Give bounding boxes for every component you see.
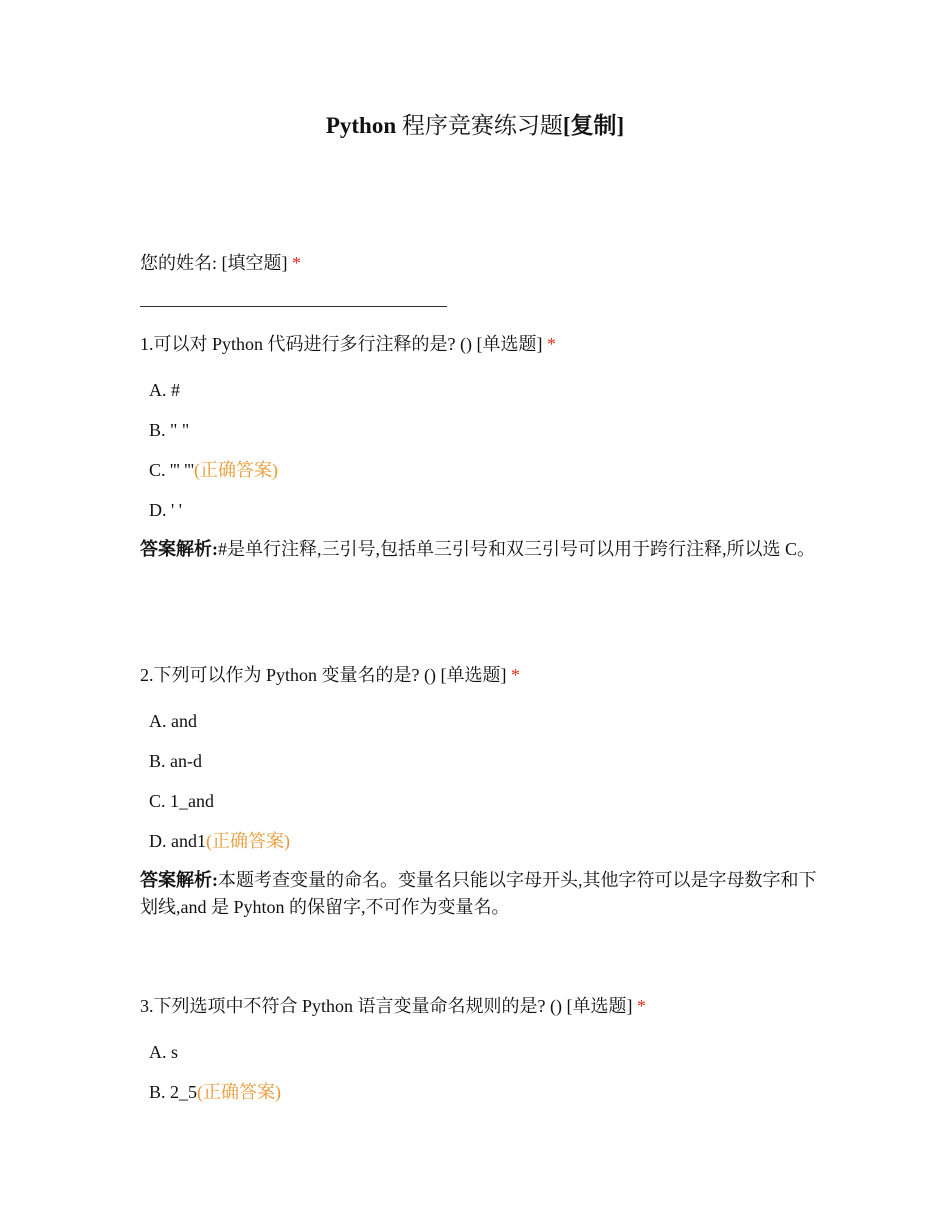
- name-question-label: 您的姓名:: [140, 253, 218, 273]
- question-1-line: [140, 331, 820, 357]
- title-bold-part: Python: [325, 113, 397, 138]
- question-2-analysis: [140, 867, 820, 921]
- question-2-option-c[interactable]: [149, 788, 214, 814]
- option-letter: D.: [149, 831, 167, 851]
- name-question: [140, 250, 820, 276]
- required-marker: *: [511, 665, 520, 685]
- option-letter: A.: [149, 1042, 167, 1062]
- option-letter: D.: [149, 500, 167, 520]
- correct-answer-tag: (正确答案): [197, 1082, 282, 1102]
- analysis-label: 答案解析:: [140, 870, 218, 890]
- option-text: ' ': [171, 500, 182, 520]
- question-1-analysis: [140, 536, 820, 563]
- option-letter: C.: [149, 791, 166, 811]
- question-3-option-a[interactable]: [149, 1039, 178, 1065]
- option-text: and1: [171, 831, 206, 851]
- name-question-type: [填空题]: [221, 253, 288, 273]
- option-letter: A.: [149, 711, 167, 731]
- option-text: ''' ''': [170, 460, 194, 480]
- option-text: #: [171, 380, 180, 400]
- option-text: and: [171, 711, 197, 731]
- question-1-option-b[interactable]: [149, 417, 189, 443]
- option-text: 2_5: [170, 1082, 198, 1102]
- option-letter: B.: [149, 420, 166, 440]
- question-2-option-d[interactable]: [149, 828, 290, 854]
- option-letter: B.: [149, 1082, 166, 1102]
- question-1: [140, 331, 820, 357]
- option-text: an-d: [170, 751, 202, 771]
- question-3-type: [单选题]: [566, 996, 633, 1016]
- option-letter: B.: [149, 751, 166, 771]
- question-2: [140, 662, 820, 688]
- name-question-line: [140, 250, 820, 276]
- title-text: 程序竞赛练习题: [396, 113, 563, 138]
- analysis-text: 本题考查变量的命名。变量名只能以字母开头,其他字符可以是字母数字和下划线,and 是 Pyhton 的保留字,不可作为变量名。: [140, 870, 817, 917]
- title-copy-tag: [复制]: [562, 113, 625, 138]
- page-title: [0, 110, 950, 142]
- analysis-label: 答案解析:: [140, 539, 218, 559]
- question-3-line: [140, 993, 820, 1019]
- name-answer-blank[interactable]: [140, 306, 447, 307]
- question-2-option-a[interactable]: [149, 708, 197, 734]
- question-1-option-d[interactable]: [149, 497, 182, 523]
- correct-answer-tag: (正确答案): [193, 460, 278, 480]
- required-marker: *: [292, 253, 302, 273]
- question-1-type: [单选题]: [476, 334, 543, 354]
- option-text: 1_and: [170, 791, 215, 811]
- question-2-text: 2.下列可以作为 Python 变量名的是? (): [140, 665, 436, 685]
- question-3-option-b[interactable]: [149, 1079, 281, 1105]
- option-text: s: [171, 1042, 179, 1062]
- required-marker: *: [547, 334, 556, 354]
- question-3-text: 3.下列选项中不符合 Python 语言变量命名规则的是? (): [140, 996, 562, 1016]
- question-1-text: 1.可以对 Python 代码进行多行注释的是? (): [140, 334, 472, 354]
- question-3: [140, 993, 820, 1019]
- question-2-line: [140, 662, 820, 688]
- option-letter: C.: [149, 460, 166, 480]
- question-1-option-a[interactable]: [149, 377, 180, 403]
- correct-answer-tag: (正确答案): [206, 831, 290, 851]
- option-letter: A.: [149, 380, 167, 400]
- question-2-option-b[interactable]: [149, 748, 202, 774]
- question-2-type: [单选题]: [440, 665, 507, 685]
- option-text: " ": [170, 420, 190, 440]
- required-marker: *: [637, 996, 646, 1016]
- analysis-text: #是单行注释,三引号,包括单三引号和双三引号可以用于跨行注释,所以选 C。: [218, 539, 816, 559]
- question-1-option-c[interactable]: [149, 457, 278, 483]
